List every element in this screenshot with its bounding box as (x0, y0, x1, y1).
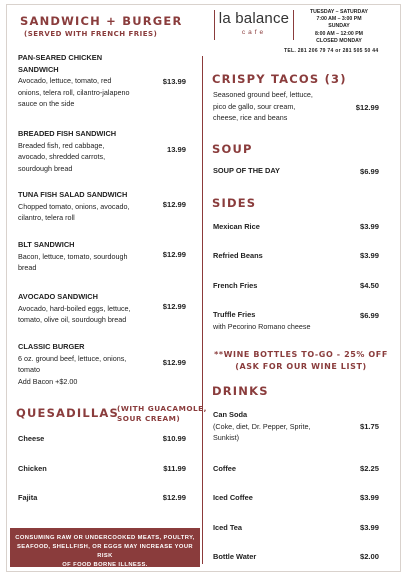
item-description: Add Bacon +$2.00 (18, 376, 78, 386)
hours-line: TUESDAY – SATURDAY (310, 9, 368, 15)
logo-subtitle: cafe (241, 29, 267, 36)
drink-iced-tea: Iced Tea (213, 523, 243, 532)
soup-of-the-day: SOUP OF THE DAY (213, 166, 280, 175)
hours-line: SUNDAY (328, 23, 350, 30)
drinks-section-title: DRINKS (212, 384, 269, 398)
item-name: Truffle Fries (213, 310, 256, 319)
item-description: cheese, rice and beans (213, 113, 288, 122)
item-price: $2.00 (359, 552, 379, 561)
menu-item-tuna-salad (18, 189, 168, 224)
item-description: tomato (18, 365, 40, 374)
warning-line: CONSUMING RAW OR UNDERCOOKED MEATS, POULTRY, (15, 535, 195, 541)
item-description: sauce on the side (18, 99, 75, 108)
item-description: cilantro, telera roll (18, 213, 75, 222)
hours-line: 7:00 AM – 3:00 PM (316, 16, 362, 23)
item-price: $3.99 (359, 493, 379, 502)
drink-coffee: Coffee (213, 464, 236, 473)
item-description: Seasoned ground beef, lettuce, (213, 90, 313, 99)
item-price: $6.99 (359, 311, 379, 320)
item-description: Avocado, hard-boiled eggs, lettuce, (18, 303, 131, 313)
wine-promo-line: **WINE BOTTLES TO-GO - 25% OFF (214, 350, 388, 359)
wine-promo (206, 349, 396, 373)
item-price: $3.99 (359, 523, 379, 532)
item-name: Can Soda (213, 410, 248, 419)
item-name: BREADED FISH SANDWICH (18, 129, 117, 138)
item-price: $10.99 (162, 434, 186, 443)
item-description: bread (18, 263, 37, 272)
item-description: tomato, olive oil, sourdough bread (18, 315, 127, 324)
column-divider (202, 56, 203, 564)
item-description: Sunkist) (213, 433, 239, 442)
item-price: $12.99 (162, 493, 186, 502)
item-description: Bacon, lettuce, tomato, sourdough (18, 251, 128, 261)
item-description: Avocado, lettuce, tomato, red (18, 76, 112, 85)
quesadilla-cheese: Cheese (18, 434, 45, 443)
quesadilla-fajita: Fajita (18, 493, 38, 502)
quesadillas-section-title: QUESADILLAS (16, 406, 120, 420)
side-french-fries: French Fries (213, 281, 258, 290)
item-price: $6.99 (359, 167, 379, 176)
wine-promo-line: (ASK FOR OUR WINE LIST) (235, 362, 367, 371)
menu-item-avocado (18, 291, 168, 326)
sandwich-section-title: SANDWICH + BURGER (20, 14, 183, 28)
item-price: $1.75 (359, 422, 379, 431)
menu-item-blt (18, 239, 168, 274)
warning-line: SEAFOOD, SHELLFISH, OR EGGS MAY INCREASE YOUR RISK (16, 544, 194, 559)
item-name: TUNA FISH SALAD SANDWICH (18, 190, 128, 199)
item-description: with Pecorino Romano cheese (213, 321, 311, 331)
item-description: pico de gallo, sour cream, (213, 101, 296, 111)
item-price: $12.99 (162, 302, 186, 311)
warning-line: OF FOOD BORNE ILLNESS. (62, 562, 148, 568)
item-price: 13.99 (166, 145, 186, 154)
item-price: $11.99 (163, 464, 186, 473)
item-price: $3.99 (359, 222, 379, 231)
drink-iced-coffee: Iced Coffee (213, 493, 253, 502)
soup-section-title: SOUP (212, 142, 253, 156)
sides-section-title: SIDES (212, 196, 257, 210)
phone-number: TEL. 281 206 79 74 or 281 505 50 44 (284, 48, 379, 54)
menu-item-pan-seared-chicken (18, 52, 168, 110)
logo-name: la balance (218, 10, 290, 27)
item-price: $12.99 (162, 250, 186, 259)
drink-bottle-water: Bottle Water (213, 552, 257, 561)
item-price: $4.50 (359, 281, 379, 290)
item-description: Chopped tomato, onions, avocado, (18, 201, 130, 211)
item-description: (Coke, diet, Dr. Pepper, Sprite, (213, 421, 311, 431)
quesadilla-chicken: Chicken (18, 464, 47, 473)
item-name: CLASSIC BURGER (18, 342, 85, 351)
item-name: BLT SANDWICH (18, 240, 75, 249)
item-name: AVOCADO SANDWICH (18, 292, 98, 301)
item-description: Breaded fish, red cabbage, (18, 140, 105, 150)
item-price: $2.25 (359, 464, 379, 473)
item-price: $12.99 (162, 200, 186, 209)
item-name: SANDWICH (18, 64, 59, 74)
menu-item-breaded-fish (18, 128, 168, 174)
tacos-section-title: CRISPY TACOS (3) (212, 72, 347, 86)
item-name: PAN-SEARED CHICKEN (18, 53, 103, 62)
item-description: sourdough bread (18, 163, 73, 173)
item-price: $12.99 (355, 103, 379, 112)
item-description: avocado, shredded carrots, (18, 152, 106, 161)
item-price: $13.99 (162, 77, 186, 86)
sandwich-section-subtitle: (SERVED WITH FRENCH FRIES) (24, 30, 158, 38)
item-description: onions, telera roll, cilantro-jalapeno (18, 87, 130, 97)
opening-hours (302, 9, 376, 45)
quesadillas-note (117, 404, 207, 424)
item-price: $3.99 (359, 251, 379, 260)
menu-item-crispy-tacos (213, 89, 353, 124)
hours-line: 8:00 AM – 12:00 PM (315, 30, 363, 37)
side-refried-beans: Refried Beans (213, 251, 263, 260)
quesadillas-note-line: SOUR CREAM) (117, 414, 181, 423)
item-price: $12.99 (162, 358, 186, 367)
menu-item-classic-burger (18, 341, 168, 387)
side-truffle-fries (213, 309, 343, 332)
drink-can-soda (213, 409, 353, 444)
cafe-logo (214, 10, 294, 40)
item-description: 6 oz. ground beef, lettuce, onions, (18, 353, 127, 363)
hours-line: CLOSED MONDAY (316, 37, 362, 44)
side-mexican-rice: Mexican Rice (213, 222, 260, 231)
quesadillas-note-line: (WITH GUACAMOLE, (117, 404, 207, 413)
food-safety-warning (10, 528, 200, 567)
